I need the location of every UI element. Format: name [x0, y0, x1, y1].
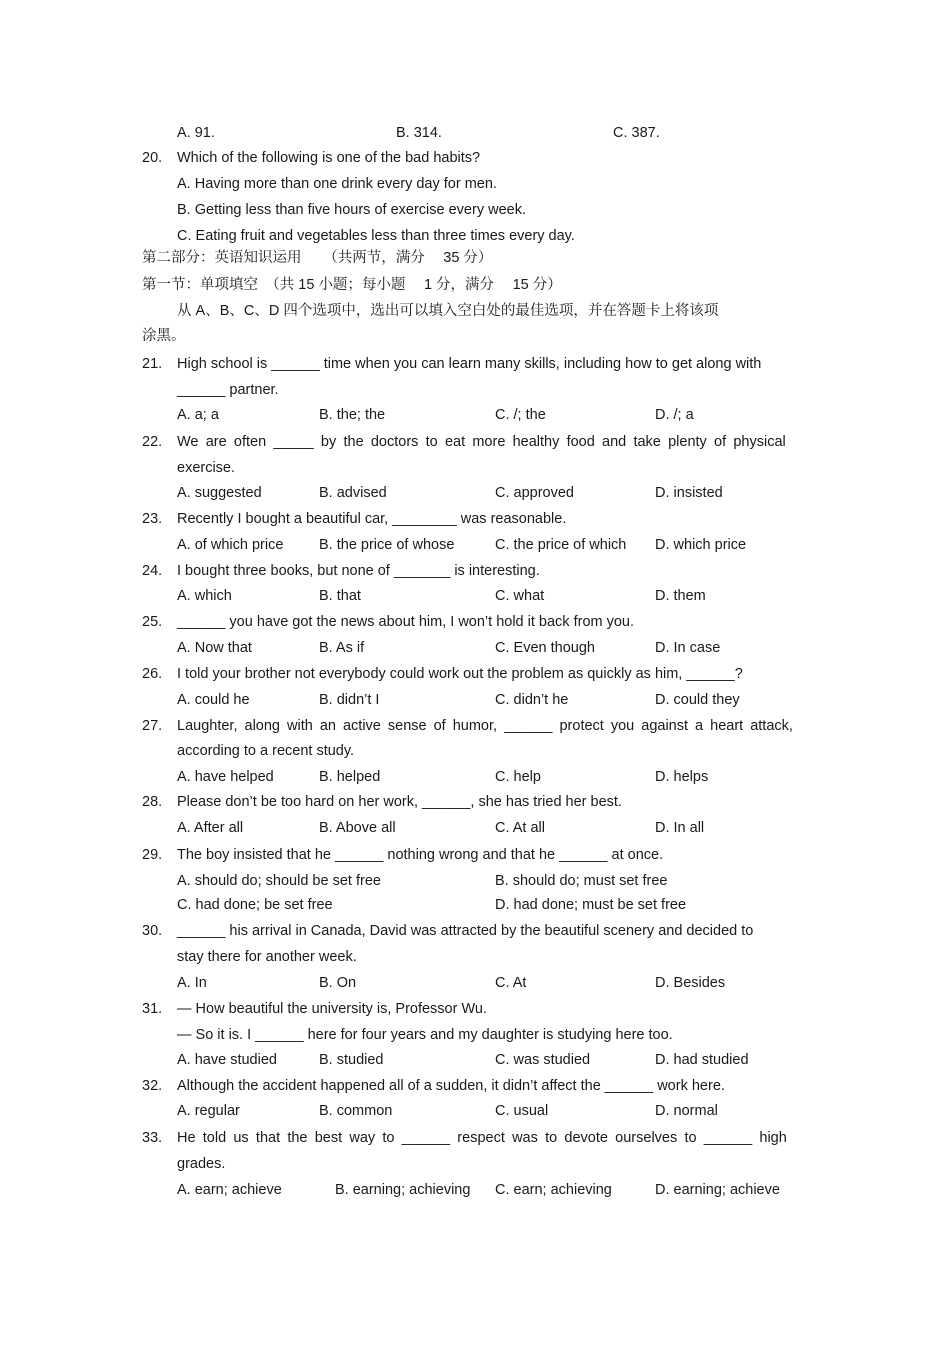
- q25-option-c: C. Even though: [495, 640, 595, 656]
- q20-option-c: C. Eating fruit and vegetables less than three times every day.: [177, 228, 575, 244]
- q22-stem-line-2: exercise.: [177, 460, 236, 476]
- q33-stem-line-1: He told us that the best way to ______ respect was to devote ourselves to ______ high: [177, 1130, 787, 1146]
- q27-option-b: B. helped: [319, 769, 381, 785]
- q32-option-d: D. normal: [655, 1103, 718, 1119]
- q30-stem-line-2: stay there for another week.: [177, 949, 357, 965]
- q28-option-b: B. Above all: [319, 820, 396, 836]
- q21-number: 21.: [142, 356, 163, 372]
- q30-option-d: D. Besides: [655, 975, 726, 991]
- q27-option-c: C. help: [495, 769, 541, 785]
- q24-option-d: D. them: [655, 588, 706, 604]
- q23-option-d: D. which price: [655, 537, 747, 553]
- q28-option-a: A. After all: [177, 820, 244, 836]
- q20-stem: Which of the following is one of the bad habits?: [177, 150, 481, 166]
- q21-option-b: B. the; the: [319, 407, 386, 423]
- q31-option-d: D. had studied: [655, 1052, 749, 1068]
- q23-option-b: B. the price of whose: [319, 537, 455, 553]
- q31-stem-line-2: — So it is. I ______ here for four years and my daughter is studying here too.: [177, 1027, 673, 1043]
- q29-option-c: C. had done; be set free: [177, 897, 333, 913]
- q22-number: 22.: [142, 434, 163, 450]
- q27-stem-line-2: according to a recent study.: [177, 743, 355, 759]
- q19-option-c: C. 387.: [613, 125, 660, 141]
- q29-option-b: B. should do; must set free: [495, 873, 668, 889]
- q25-option-a: A. Now that: [177, 640, 252, 656]
- q33-option-b: B. earning; achieving: [335, 1182, 471, 1198]
- q22-stem-line-1: We are often _____ by the doctors to eat more healthy food and take plenty of physical: [177, 434, 786, 450]
- q29-option-d: D. had done; must be set free: [495, 897, 687, 913]
- q25-number: 25.: [142, 614, 163, 630]
- q22-option-c: C. approved: [495, 485, 574, 501]
- q23-option-a: A. of which price: [177, 537, 284, 553]
- q32-stem-line-1: Although the accident happened all of a sudden, it didn’t affect the ______ work here.: [177, 1078, 725, 1094]
- q23-stem-line-1: Recently I bought a beautiful car, ________ was reasonable.: [177, 511, 567, 527]
- q30-number: 30.: [142, 923, 163, 939]
- q31-number: 31.: [142, 1001, 163, 1017]
- q23-number: 23.: [142, 511, 163, 527]
- q26-stem-line-1: I told your brother not everybody could work out the problem as quickly as him, ______?: [177, 666, 743, 682]
- q32-option-b: B. common: [319, 1103, 393, 1119]
- q33-stem-line-2: grades.: [177, 1156, 226, 1172]
- q27-number: 27.: [142, 718, 163, 734]
- q30-option-b: B. On: [319, 975, 357, 991]
- q19-option-a: A. 91.: [177, 125, 215, 141]
- q26-option-c: C. didn’t he: [495, 692, 569, 708]
- instruction-line-2: 涂黑。: [142, 328, 186, 344]
- q26-number: 26.: [142, 666, 163, 682]
- q24-option-c: C. what: [495, 588, 545, 604]
- q26-option-b: B. didn’t I: [319, 692, 380, 708]
- q32-option-a: A. regular: [177, 1103, 240, 1119]
- q24-option-b: B. that: [319, 588, 361, 604]
- q20-option-b: B. Getting less than five hours of exercise every week.: [177, 202, 526, 218]
- q28-option-c: C. At all: [495, 820, 545, 836]
- q22-option-b: B. advised: [319, 485, 387, 501]
- q30-stem-line-1: ______ his arrival in Canada, David was attracted by the beautiful scenery and decided to: [177, 923, 754, 939]
- part2-heading: 第二部分：英语知识运用 （共两节，满分 35 分）: [142, 250, 493, 266]
- q20-number: 20.: [142, 150, 163, 166]
- q29-stem-line-1: The boy insisted that he ______ nothing wrong and that he ______ at once.: [177, 847, 664, 863]
- q24-stem-line-1: I bought three books, but none of _______ is interesting.: [177, 563, 540, 579]
- instruction-line-1: 从 A、B、C、D 四个选项中，选出可以填入空白处的最佳选项，并在答题卡上将该项: [177, 303, 719, 319]
- q20-option-a: A. Having more than one drink every day for men.: [177, 176, 497, 192]
- q31-stem-line-1: — How beautiful the university is, Professor Wu.: [177, 1001, 487, 1017]
- q28-stem-line-1: Please don’t be too hard on her work, ______, she has tried her best.: [177, 794, 622, 810]
- q21-option-d: D. /; a: [655, 407, 694, 423]
- q28-option-d: D. In all: [655, 820, 705, 836]
- q24-number: 24.: [142, 563, 163, 579]
- q29-number: 29.: [142, 847, 163, 863]
- q29-option-a: A. should do; should be set free: [177, 873, 381, 889]
- q30-option-a: A. In: [177, 975, 207, 991]
- q25-stem-line-1: ______ you have got the news about him, I won’t hold it back from you.: [177, 614, 635, 630]
- q19-option-b: B. 314.: [396, 125, 442, 141]
- q33-option-d: D. earning; achieve: [655, 1182, 780, 1198]
- q33-option-c: C. earn; achieving: [495, 1182, 612, 1198]
- q32-option-c: C. usual: [495, 1103, 549, 1119]
- q21-option-a: A. a; a: [177, 407, 219, 423]
- q25-option-d: D. In case: [655, 640, 721, 656]
- q27-option-d: D. helps: [655, 769, 709, 785]
- q26-option-a: A. could he: [177, 692, 250, 708]
- q28-number: 28.: [142, 794, 163, 810]
- q22-option-d: D. insisted: [655, 485, 723, 501]
- q23-option-c: C. the price of which: [495, 537, 627, 553]
- q22-option-a: A. suggested: [177, 485, 262, 501]
- q21-stem-line-2: ______ partner.: [177, 382, 279, 398]
- section1-heading: 第一节：单项填空 （共 15 小题；每小题 1 分，满分 15 分）: [142, 277, 562, 293]
- q32-number: 32.: [142, 1078, 163, 1094]
- q31-option-c: C. was studied: [495, 1052, 591, 1068]
- q26-option-d: D. could they: [655, 692, 740, 708]
- q24-option-a: A. which: [177, 588, 232, 604]
- q33-number: 33.: [142, 1130, 163, 1146]
- q27-stem-line-1: Laughter, along with an active sense of humor, ______ protect you against a heart attack,: [177, 718, 793, 734]
- q21-stem-line-1: High school is ______ time when you can learn many skills, including how to get along with: [177, 356, 762, 372]
- q31-option-a: A. have studied: [177, 1052, 277, 1068]
- q30-option-c: C. At: [495, 975, 527, 991]
- q27-option-a: A. have helped: [177, 769, 274, 785]
- q21-option-c: C. /; the: [495, 407, 546, 423]
- q33-option-a: A. earn; achieve: [177, 1182, 282, 1198]
- q31-option-b: B. studied: [319, 1052, 384, 1068]
- q25-option-b: B. As if: [319, 640, 365, 656]
